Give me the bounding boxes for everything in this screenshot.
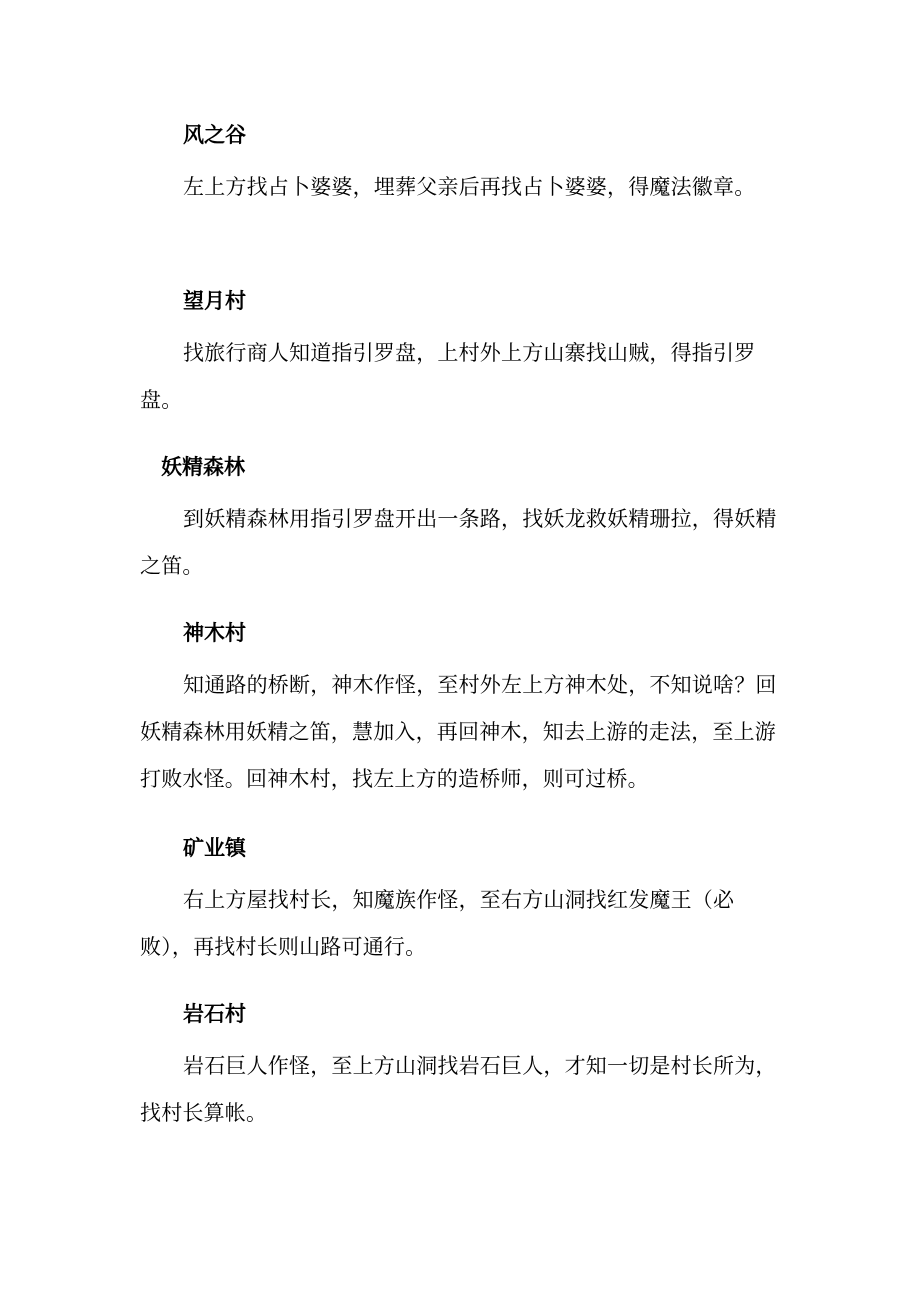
section-mining-town bbox=[140, 833, 780, 971]
section-body: 到妖精森林用指引罗盘开出一条路，找妖龙救妖精珊拉，得妖精之笛。 bbox=[140, 507, 777, 578]
section-sacred-tree-village bbox=[140, 618, 780, 803]
section-title: 岩石村 bbox=[183, 1002, 246, 1026]
section-rock-village bbox=[140, 999, 780, 1137]
section-moon-village bbox=[140, 286, 780, 424]
section-fairy-forest bbox=[140, 452, 780, 590]
section-title: 神木村 bbox=[183, 621, 246, 645]
section-body: 岩石巨人作怪，至上方山洞找岩石巨人，才知一切是村长所为，找村长算帐。 bbox=[140, 1054, 777, 1125]
section-title: 妖精森林 bbox=[161, 455, 245, 479]
section-title: 矿业镇 bbox=[183, 836, 246, 860]
section-body: 找旅行商人知道指引罗盘，上村外上方山寨找山贼，得指引罗盘。 bbox=[140, 341, 756, 412]
section-body: 知通路的桥断，神木作怪，至村外左上方神木处，不知说啥？回妖精森林用妖精之笛，慧加入，再回神木，知去上游的走法，至上游打败水怪。回神木村，找左上方的造桥师，则可过桥。 bbox=[140, 673, 777, 791]
section-wind-valley bbox=[140, 120, 780, 211]
section-body: 右上方屋找村长，知魔族作怪，至右方山洞找红发魔王（必败），再找村长则山路可通行。 bbox=[140, 888, 735, 959]
section-title: 风之谷 bbox=[183, 123, 246, 147]
section-title: 望月村 bbox=[183, 289, 246, 313]
section-body: 左上方找占卜婆婆，埋葬父亲后再找占卜婆婆，得魔法徽章。 bbox=[183, 175, 756, 199]
